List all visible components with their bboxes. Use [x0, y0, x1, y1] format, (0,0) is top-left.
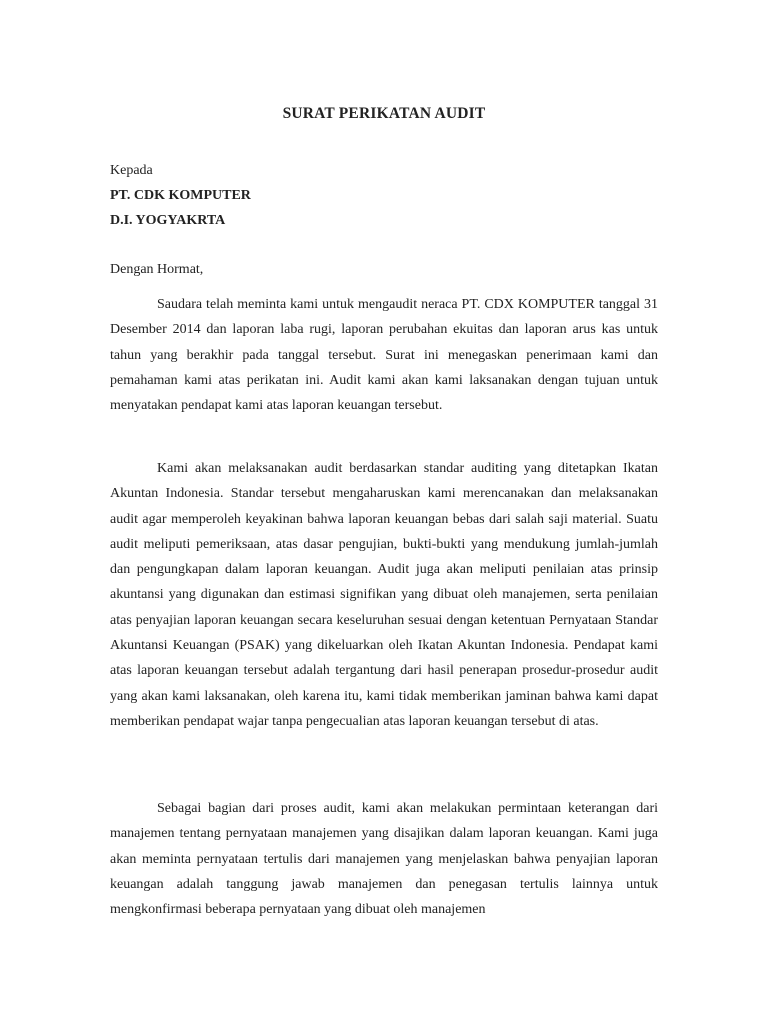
- recipient-block: [110, 158, 658, 233]
- body-paragraph-1: Saudara telah meminta kami untuk mengaudit neraca PT. CDX KOMPUTER tanggal 31 Desember 2014 dan laporan laba rugi, laporan perubahan ekuitas dan laporan arus kas untuk tahun yang berakhir pada tanggal tersebut. Surat ini menegaskan penerimaan kami dan pemahaman kami atas perikatan ini. Audit kami akan kami laksanakan dengan tujuan untuk menyatakan pendapat kami atas laporan keuangan tersebut.: [110, 297, 658, 414]
- recipient-location: D.I. YOGYAKRTA: [110, 213, 226, 228]
- recipient-to-label: Kepada: [110, 163, 153, 178]
- body-paragraph-3: Sebagai bagian dari proses audit, kami akan melakukan permintaan keterangan dari manajemen tentang pernyataan manajemen yang disajikan dalam laporan keuangan. Kami juga akan meminta pernyataan tertulis dari manajemen yang menjelaskan bahwa penyajian laporan keuangan adalah tanggung jawab manajemen dan penegasan tertulis lainnya untuk mengkonfirmasi beberapa pernyataan yang dibuat oleh manajemen: [110, 801, 658, 918]
- recipient-company: PT. CDK KOMPUTER: [110, 188, 251, 203]
- document-title: SURAT PERIKATAN AUDIT: [282, 105, 486, 122]
- body-paragraph-2: Kami akan melaksanakan audit berdasarkan standar auditing yang ditetapkan Ikatan Akuntan Indonesia. Standar tersebut mengaharuskan kami merencanakan dan melaksanakan audit agar memperoleh keyakinan bahwa laporan keuangan bebas dari salah saji material. Suatu audit meliputi pemeriksaan, atas dasar pengujian, bukti-bukti yang mendukung jumlah-jumlah dan pengungkapan dalam laporan keuangan. Audit juga akan meliputi penilaian atas prinsip akuntansi yang digunakan dan estimasi signifikan yang dibuat oleh manajemen, serta penilaian atas penyajian laporan keuangan secara keseluruhan sesuai dengan ketentuan Pernyataan Standar Akuntansi Keuangan (PSAK) yang dikeluarkan oleh Ikatan Akuntan Indonesia. Pendapat kami atas laporan keuangan tersebut adalah tergantung dari hasil penerapan prosedur-prosedur audit yang akan kami laksanakan, oleh karena itu, kami tidak memberikan jaminan bahwa kami dapat memberikan pendapat wajar tanpa pengecualian atas laporan keuangan tersebut di atas.: [110, 461, 658, 729]
- salutation: Dengan Hormat,: [110, 262, 204, 277]
